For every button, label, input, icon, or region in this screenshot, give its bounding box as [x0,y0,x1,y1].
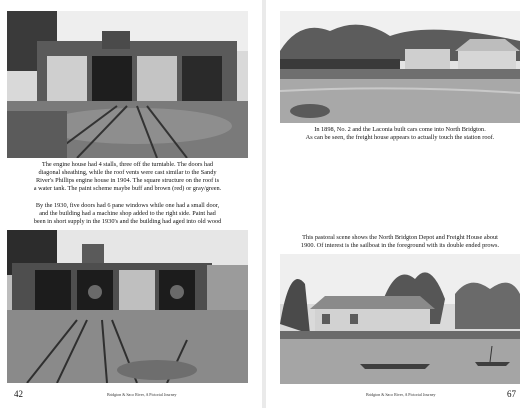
north-bridgton-1898-photo [280,11,520,123]
page-number: 67 [507,389,516,399]
engine-house-caption: The engine house had 4 stalls, three off the turntable. The doors had diagonal sheathing, while the roof vents were cast similar to the Sandy River's Phillips engine house in 1904. The square structure on the roof is a water tank. The paint scheme maybe buff and brown (red) or gray/green. [33,161,222,192]
page-footer: Bridgton & Saco River, A Pictorial Journey [107,392,177,397]
left-page [0,0,262,408]
engine-house-1930s-caption: By the 1930, five doors had 6 pane windows while one had a small door, and the building had a machine shop added to the right side. Paint had been in short supply in the 1930's and the building had aged into old wood [33,202,222,225]
north-bridgton-1898-caption: In 1898, No. 2 and the Laconia built cars come into North Bridgton. As can be seen, the freight house appears to actually touch the station roof. [305,126,495,141]
engine-house-1930s-photo [7,230,248,383]
north-bridgton-depot-caption: This pastoral scene shows the North Bridgton Depot and Freight House about 1900. Of interest is the sailboat in the foreground with its double ended prows. [300,234,500,249]
page-number: 42 [14,389,23,399]
north-bridgton-depot-photo [280,254,520,384]
page-footer: Bridgton & Saco River, A Pictorial Journey [366,392,436,397]
engine-house-photo [7,11,248,158]
right-page [266,0,528,408]
